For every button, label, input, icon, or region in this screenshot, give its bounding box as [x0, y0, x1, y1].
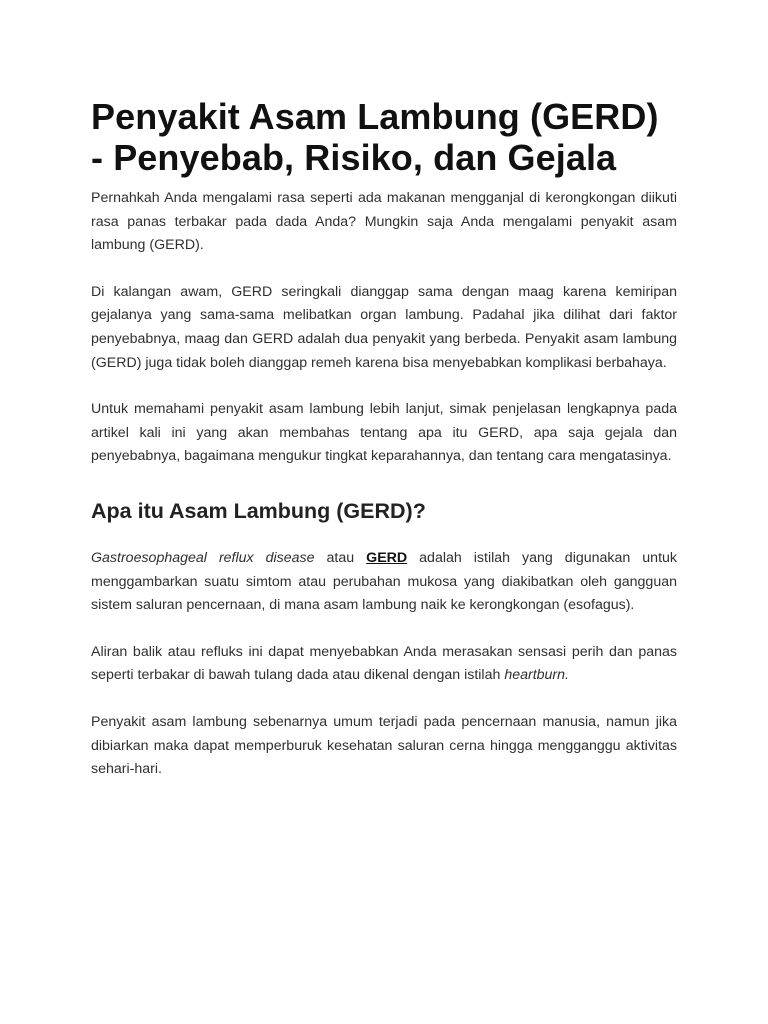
gerd-link[interactable]: GERD: [366, 549, 408, 566]
reflux-text: Aliran balik atau refluks ini dapat menyebabkan Anda merasakan sensasi perih dan panas seperti terbakar di bawah tulang dada atau dikenal dengan istilah: [91, 643, 677, 684]
section-heading: Apa itu Asam Lambung (GERD)?: [91, 498, 426, 523]
page-title: Penyakit Asam Lambung (GERD) - Penyebab, Risiko, dan Gejala: [91, 96, 659, 178]
gerd-term: Gastroesophageal reflux disease: [91, 549, 315, 566]
connector-text: atau: [314, 549, 367, 566]
closing-paragraph: Penyakit asam lambung sebenarnya umum terjadi pada pencernaan manusia, namun jika dibiarkan maka dapat memperburuk kesehatan saluran cerna hingga mengganggu aktivitas sehari-hari.: [91, 713, 677, 778]
definition-paragraph: [91, 547, 677, 618]
reflux-paragraph: [91, 641, 677, 688]
intro-paragraph-1: Pernahkah Anda mengalami rasa seperti ada makanan mengganjal di kerongkongan diikuti rasa panas terbakar pada dada Anda? Mungkin saja Anda mengalami penyakit asam lambung (GERD).: [91, 190, 677, 254]
definition-text: adalah istilah yang digunakan untuk menggambarkan suatu simtom atau perubahan mukosa yang diakibatkan oleh gangguan sistem saluran pencernaan, di mana asam lambung naik ke kerongkongan (esofagus).: [91, 549, 677, 614]
intro-paragraph-2: Di kalangan awam, GERD seringkali dianggap sama dengan maag karena kemiripan gejalanya yang sama-sama melibatkan organ lambung. Padahal jika dilihat dari faktor penyebabnya, maag dan GERD adalah dua penyakit yang berbeda. Penyakit asam lambung (GERD) juga tidak boleh dianggap remeh karena bisa menyebabkan komplikasi berbahaya.: [91, 283, 677, 371]
intro-paragraph-3: Untuk memahami penyakit asam lambung lebih lanjut, simak penjelasan lengkapnya pada artikel kali ini yang akan membahas tentang apa itu GERD, apa saja gejala dan penyebabnya, bagaimana mengukur tingkat keparahannya, dan tentang cara mengatasinya.: [91, 401, 677, 465]
heartburn-term: heartburn.: [504, 667, 569, 684]
